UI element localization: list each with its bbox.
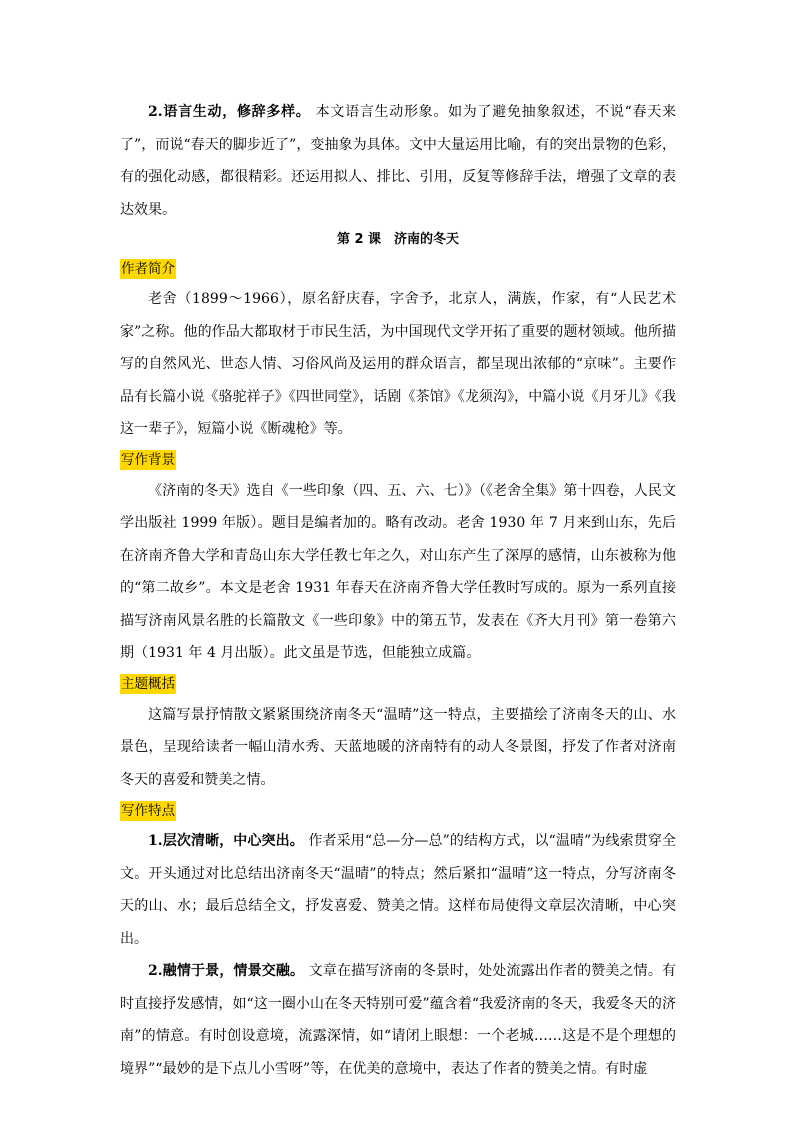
features-item-2-lead: 2.融情于景，情景交融。 xyxy=(148,963,305,979)
features-item-2 xyxy=(120,955,676,1085)
intro-lead: 2.语言生动，修辞多样。 xyxy=(148,104,311,120)
intro-body: 本文语言生动形象。如为了避免抽象叙述，不说“春天来了”，而说“春天的脚步近了”，变抽象为具体。文中大量运用比喻，有的突出景物的色彩，有的强化动感，都很精彩。还运用拟人、排比、引用，反复等修辞手法，增强了文章的表达效果。 xyxy=(120,104,677,218)
features-label-row xyxy=(120,796,676,825)
lesson-title: 第 2 课 济南的冬天 xyxy=(336,232,460,247)
theme-paragraph: 这篇写景抒情散文紧紧围绕济南冬天“温晴”这一特点，主要描绘了济南冬天的山、水景色，呈现给读者一幅山清水秀、天蓝地暖的济南特有的动人冬景图，抒发了作者对济南冬天的喜爱和赞美之情。 xyxy=(120,706,676,788)
document-page xyxy=(120,96,676,1085)
author-label-row xyxy=(120,254,676,283)
features-item-1-body: 作者采用“总—分—总”的结构方式，以“温晴”为线索贯穿全文。开头通过对比总结出济南冬天“温晴”的特点；然后紧扣“温晴”这一特点，分写济南冬天的山、水；最后总结全文，抒发喜爱、赞美之情。这样布局使得文章层次清晰，中心突出。 xyxy=(120,833,677,947)
features-item-1 xyxy=(120,825,676,955)
background-label-row xyxy=(120,446,676,475)
author-section-label: 作者简介 xyxy=(121,260,175,277)
theme-section-label: 主题概括 xyxy=(121,676,175,692)
author-paragraph: 老舍（1899～1966），原名舒庆春，字舍予，北京人，满族，作家，有“人民艺术家”之称。他的作品大都取材于市民生活，为中国现代文学开拓了重要的题材领域。他所描写的自然风光、世态人情、习俗风尚及运用的群众语言，都呈现出浓郁的“京味”。主要作品有长篇小说《骆驼祥子》《四世同堂》，话剧《茶馆》《龙须沟》，中篇小说《月牙儿》《我这一辈子》，短篇小说《断魂枪》等。 xyxy=(120,291,676,437)
background-paragraph: 《济南的冬天》选自《一些印象（四、五、六、七）》（《老舍全集》第十四卷，人民文学出版社 1999 年版）。题目是编者加的。略有改动。老舍 1930 年 7 月来到山东，先后在济南齐鲁大学和青岛山东大学任教七年之久，对山东产生了深厚的感情，山东被称为他的“第二故乡”。本文是老舍 1931 年春天在济南齐鲁大学任教时写成的。原为一系列直接描写济南风景名胜的长篇散文《一些印象》中的第五节，发表在《齐大月刊》第一卷第六期（1931 年 4 月出版）。此文虽是节选，但能独立成篇。 xyxy=(120,482,676,661)
features-section-label: 写作特点 xyxy=(121,802,175,819)
theme-label-row xyxy=(120,670,676,699)
features-item-1-lead: 1.层次清晰，中心突出。 xyxy=(148,833,304,849)
features-item-2-body: 文章在描写济南的冬景时，处处流露出作者的赞美之情。有时直接抒发感情，如“这一圈小山在冬天特别可爱”蕴含着“我爱济南的冬天，我爱冬天的济南”的情意。有时创设意境，流露深情，如“请闭上眼想：一个老城……这是不是个理想的境界”“最妙的是下点儿小雪呀”等，在优美的意境中，表达了作者的赞美之情。有时虚 xyxy=(120,963,676,1077)
background-section-label: 写作背景 xyxy=(121,452,175,468)
intro-paragraph xyxy=(120,96,676,226)
